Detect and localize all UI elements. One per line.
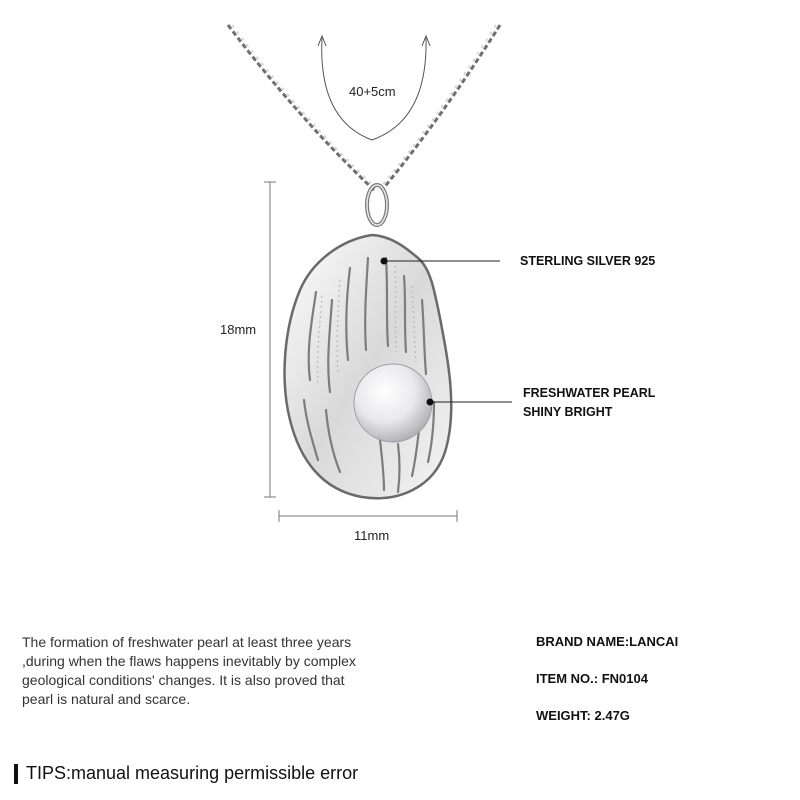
tips-bar-icon: [14, 764, 18, 784]
chain-length-label: 40+5cm: [349, 84, 396, 99]
pearl-callout-line2: SHINY BRIGHT: [523, 405, 613, 419]
pendant-width-label: 11mm: [354, 528, 390, 543]
pendant-body: [285, 235, 452, 498]
pearl: [354, 364, 432, 442]
pearl-callout-line1: FRESHWATER PEARL: [523, 386, 656, 400]
tips-note: [14, 763, 358, 784]
product-description: The formation of freshwater pearl at least three years ,during when the flaws happens inevitably by complex geological conditions' changes. It is also proved that pearl is natural and scarce.: [22, 634, 356, 707]
pendant-height-label: 18mm: [220, 322, 257, 337]
material-callout: STERLING SILVER 925: [520, 254, 656, 268]
chain: [228, 25, 500, 190]
item-number: ITEM NO.: FN0104: [536, 671, 648, 686]
weight: WEIGHT: 2.47G: [536, 708, 630, 723]
pearl-callout: [523, 384, 655, 422]
tips-text: TIPS:manual measuring permissible error: [26, 763, 359, 783]
width-dimension-line: [279, 510, 457, 522]
brand-name: BRAND NAME:LANCAI: [536, 634, 679, 649]
bail-ring: [367, 185, 387, 225]
chain-highlight: [232, 25, 496, 188]
height-dimension-line: [264, 182, 276, 497]
